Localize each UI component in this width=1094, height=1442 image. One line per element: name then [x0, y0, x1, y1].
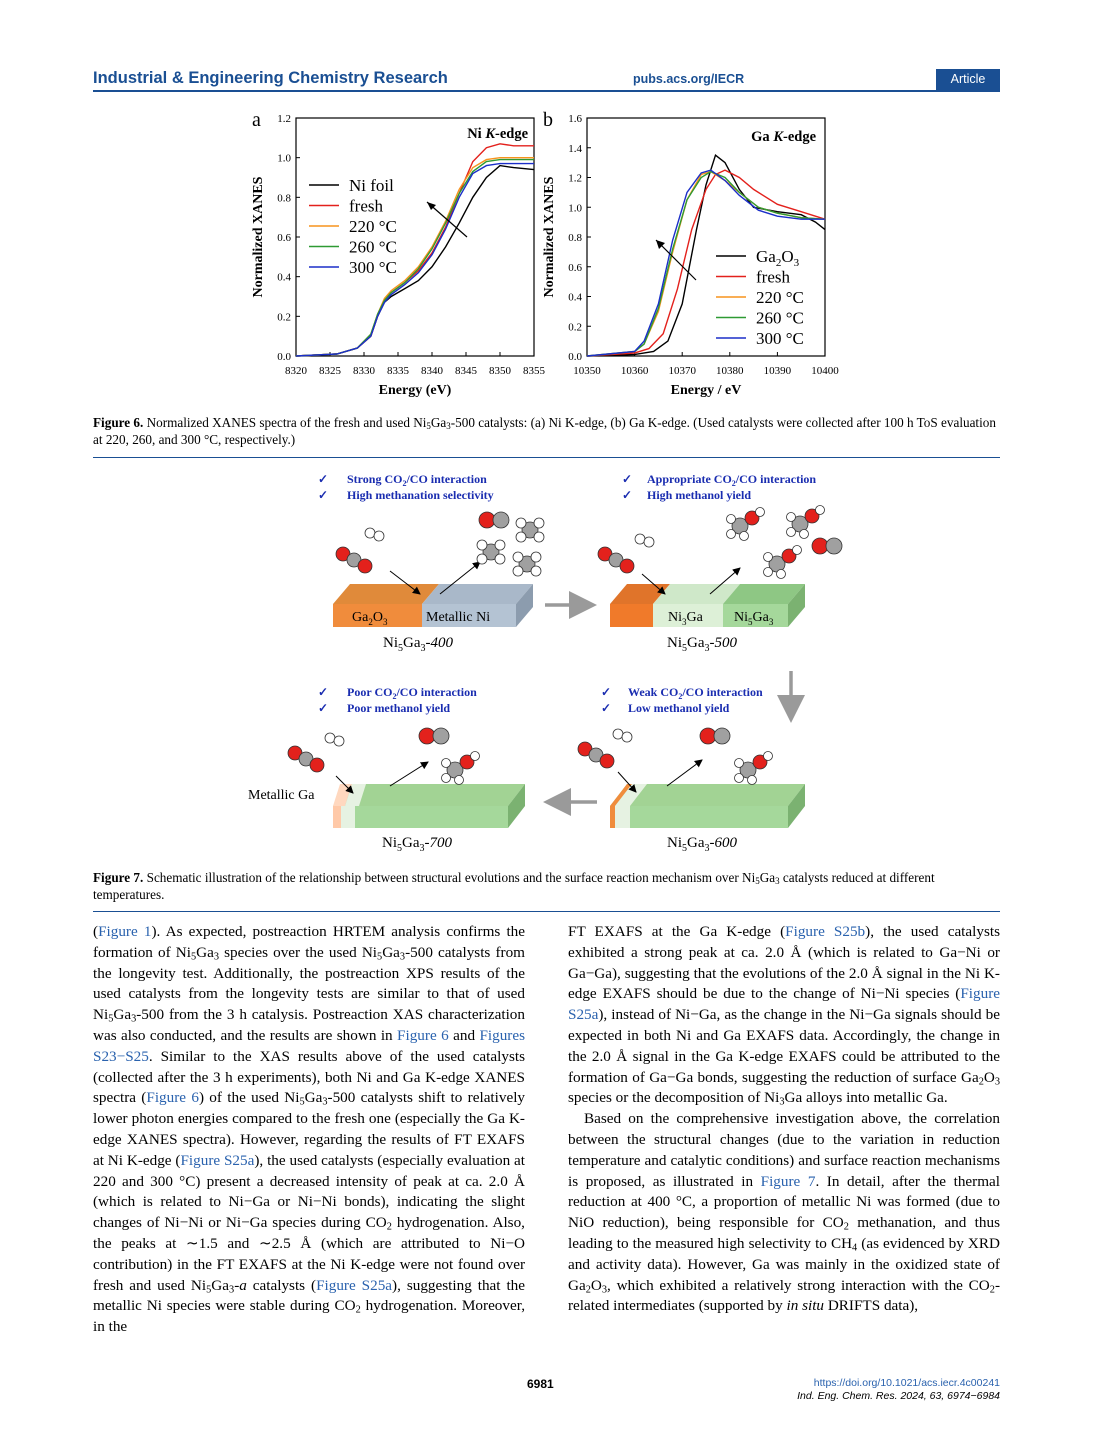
x-tick-label: 8320: [285, 365, 307, 377]
co2-molecule-icon: [578, 742, 614, 768]
co-molecule-icon: [479, 512, 509, 528]
tl-seg2-label: Metallic Ni: [426, 610, 491, 625]
y-tick-label: 0.0: [568, 351, 582, 363]
panel-b-ylabel: Normalized XANES: [542, 176, 557, 298]
checkmark-icon: ✓: [601, 701, 612, 715]
x-tick-label: 10370: [668, 365, 696, 377]
legend-label: fresh: [756, 267, 790, 287]
legend-label: 260 °C: [756, 308, 804, 328]
y-tick-label: 0.8: [277, 192, 291, 205]
figure-7-rule: [93, 911, 1000, 912]
x-tick-label: 8330: [353, 365, 375, 377]
panel-ni5ga3-400: [318, 472, 544, 654]
x-tick-label: 10400: [811, 365, 839, 377]
figure-s25a-link[interactable]: Figure S25a: [180, 1151, 255, 1169]
ga-oxide-segment: [610, 604, 653, 627]
checkmark-icon: ✓: [318, 685, 329, 699]
figure-7-caption: [93, 869, 1000, 903]
y-tick-label: 0.6: [277, 232, 291, 244]
metallic-ga-label: Metallic Ga: [248, 788, 315, 803]
legend-label: 220 °C: [756, 288, 804, 307]
series-line-ni-foil: [296, 166, 534, 356]
figure-6-caption-label: Figure 6.: [93, 415, 144, 430]
desorb-arrow: [667, 760, 702, 786]
tl-seg1-label: $Ga_2O_3$: [352, 610, 388, 627]
x-tick-label: 10350: [573, 365, 601, 377]
methanol-molecule-icon: [727, 508, 765, 541]
series-line-220-c: [296, 158, 534, 356]
methanol-molecule-icon: [442, 752, 480, 785]
ni5ga3-600-slab: [610, 806, 788, 828]
ch4-molecule-icon: [516, 518, 544, 542]
x-tick-label: 8350: [489, 365, 511, 377]
ni5ga3-700-slab: [333, 806, 508, 828]
body-paragraph: FT EXAFS at the Ga K-edge (Figure S25b), the used catalysts exhibited a strong peak at ca. 2.0 Å (which is related to Ga−Ni or Ga−Ga), suggesting that the evolutions of the 2.0 Å signal in the Ni K-edge EXAFS should be due to the change of Ni−Ni species (Figure S25a), instead of Ni−Ga, as the change in the Ni−Ga signals should be expected in both Ni and Ga EXAFS data. Accordingly, the change in the 2.0 Å signal in the Ga K-edge EXAFS could be attributed to the formation of Ga−Ga bonds, suggesting the reduction of surface $Ga_2O_3$ species or the decomposition of $Ni_3Ga$ alloys into metallic Ga.: [568, 923, 1000, 1108]
checkmark-icon: ✓: [318, 701, 329, 715]
figure-7: [240, 466, 850, 860]
legend-label: Ni foil: [349, 176, 394, 195]
checkmark-icon: ✓: [318, 488, 329, 502]
figure-6-caption: [93, 414, 1000, 448]
panel-ni5ga3-600: [578, 685, 805, 854]
br-check-2: Low methanol yield: [628, 701, 730, 715]
co2-molecule-icon: [336, 547, 372, 573]
journal-url-link[interactable]: pubs.acs.org/IECR: [633, 72, 745, 86]
tl-check-1: Strong $CO_2/CO$ interaction: [347, 472, 487, 488]
ga-oxide-thin-layer: [610, 806, 615, 828]
panel-ni5ga3-500: [598, 472, 842, 654]
bl-check-1: Poor $CO_2/CO$ interaction: [347, 685, 477, 701]
tl-name: $Ni_5Ga_3-400$: [383, 635, 453, 654]
co-molecule-icon: [700, 728, 730, 744]
series-line-260-c: [296, 160, 534, 356]
body-paragraph: (Figure 1). As expected, postreaction HRTEM analysis confirms the formation of $Ni_5Ga_3$ species over the used $Ni_5Ga_3-500$ catalysts from the longevity test. Additionally, the postreaction XPS results of the used catalysts from the longevity tests are similar to that of used $Ni_5Ga_3-500$ from the 3 h catalysis. Postreaction XAS characterization was also conducted, and the results are shown in Figure 6 and Figures S23−S25. Similar to the XAS results above of the used catalysts (collected after the 3 h experiments), both Ni and Ga K-edge XANES spectra (Figure 6) of the used $Ni_5Ga_3-500$ catalysts shift to relatively lower photon energies compared to the fresh one (especially the Ga K-edge XANES spectra). However, regarding the results of FT EXAFS at Ni K-edge (Figure S25a), the used catalysts (especially evaluation at 220 and 300 °C) present a decreased intensity of peak at ca. 2.0 Å (which is related to Ni−Ga or Ni−Ni bonds), indicating the slight changes of Ni−Ni or Ni−Ga species during $CO_2$ hydrogenation. Also, the peaks at ∼1.5 and ∼2.5 Å (which are attributed to Ni−O contribution) in the FT EXAFS at the Ni K-edge were not found over fresh and used $Ni_5Ga_3-a$ catalysts (Figure S25a), suggesting that the metallic Ni species were stable during $CO_2$ hydrogenation. Moreover, in the: [93, 923, 526, 1336]
legend-label: 300 °C: [756, 329, 804, 348]
x-tick-label: 8355: [523, 365, 545, 377]
panel-b-title: Ga K-edge: [751, 129, 816, 145]
ga2o3-top: [333, 584, 439, 604]
x-tick-label: 8345: [455, 365, 477, 377]
h2-molecule-icon: [635, 534, 654, 547]
legend-label: $Ga_2O_3$: [756, 247, 800, 269]
panel-b-xlabel: Energy / eV: [670, 383, 742, 398]
br-name: $Ni_5Ga_3-600$: [667, 835, 737, 854]
series-line-300-c: [296, 164, 534, 356]
checkmark-icon: ✓: [318, 472, 329, 486]
panel-b: [542, 109, 839, 398]
x-tick-label: 10360: [620, 365, 649, 377]
tl-check-2: High methanation selectivity: [347, 488, 494, 502]
bl-name: $Ni_5Ga_3-700$: [382, 835, 452, 854]
bl-check-2: Poor methanol yield: [347, 701, 451, 715]
y-tick-label: 0.2: [277, 311, 291, 324]
tr-seg1-label: $Ni_3Ga$: [668, 610, 703, 627]
x-tick-label: 8340: [421, 365, 443, 377]
ch4-molecule-icon: [477, 540, 505, 564]
panel-a-ylabel: Normalized XANES: [251, 176, 266, 298]
legend-label: 260 °C: [349, 237, 397, 257]
br-check-1: Weak $CO_2/CO$ interaction: [628, 685, 763, 701]
metallic-ga-layer: [333, 806, 341, 828]
figure-7-caption-label: Figure 7.: [93, 870, 144, 885]
figure-1-link[interactable]: Figure 1: [98, 923, 152, 940]
methanol-molecule-icon: [787, 506, 825, 539]
doi-link[interactable]: https://doi.org/10.1021/acs.iecr.4c00241: [813, 1377, 1000, 1389]
ni3ga-thin-layer: [341, 806, 355, 828]
panel-a-frame: [296, 118, 534, 356]
h2-molecule-icon: [325, 733, 344, 746]
checkmark-icon: ✓: [622, 488, 633, 502]
figure-6-caption-text: Normalized XANES spectra of the fresh and used $Ni_5Ga_3-500$ catalysts: (a) Ni K-edge, (b) Ga K-edge. (Used catalysts were collected after 100 h ToS evaluation at 220, 260, and 300 °C, respectively.): [93, 415, 996, 447]
figure-6-link[interactable]: Figure 6: [397, 1026, 449, 1044]
panel-b-letter: b: [543, 109, 553, 131]
y-tick-label: 1.0: [568, 202, 582, 215]
y-tick-label: 1.0: [277, 152, 291, 165]
x-tick-label: 10390: [763, 365, 792, 377]
x-tick-label: 8325: [319, 365, 341, 377]
legend-label: 300 °C: [349, 258, 397, 277]
body-paragraph: Based on the comprehensive investigation above, the correlation between the structural changes (due to the variation in reduction temperature and catalytic conditions) and surface reaction mechanisms is proposed, as illustrated in Figure 7. In detail, after the thermal reduction at 400 °C, a proportion of metallic Ni was formed (due to NiO reduction), being responsible for $CO_2$ methanation, and thus leading to the measured high selectivity to $CH_4$ (as evidenced by XRD and activity data). However, Ga was mainly in the oxidized state of $Ga_2O_3$, which exhibited a relatively strong interaction with the $CO_2$-related intermediates (supported by in situ DRIFTS data),: [568, 1110, 1000, 1315]
x-tick-label: 10380: [716, 365, 744, 377]
figure-6-link[interactable]: Figure 6: [146, 1089, 199, 1107]
y-tick-label: 1.2: [277, 113, 291, 125]
checkmark-icon: ✓: [622, 472, 633, 486]
tr-check-1: Appropriate $CO_2/CO$ interaction: [647, 472, 817, 488]
methanol-molecule-icon: [764, 546, 802, 579]
citation: Ind. Eng. Chem. Res. 2024, 63, 6974−6984: [797, 1390, 1000, 1402]
journal-title: Industrial & Engineering Chemistry Research: [93, 69, 448, 87]
x-tick-label: 8335: [387, 365, 409, 377]
figure-s25b-link[interactable]: Figure S25b: [785, 923, 866, 940]
h2-molecule-icon: [365, 528, 384, 541]
y-tick-label: 1.4: [568, 142, 582, 155]
figure-s25a-link[interactable]: Figure S25a: [316, 1276, 393, 1294]
tr-check-2: High methanol yield: [647, 488, 752, 502]
y-tick-label: 0.8: [568, 232, 582, 244]
y-tick-label: 0.4: [277, 271, 291, 284]
body-right-column: [568, 922, 1000, 1317]
page-number: 6981: [527, 1377, 554, 1391]
figure-6: [240, 104, 850, 402]
desorb-arrow: [390, 762, 428, 786]
panel-a-xlabel: Energy (eV): [378, 383, 452, 398]
y-tick-label: 0.6: [568, 261, 582, 274]
ni3ga-600-layer: [615, 806, 630, 828]
y-tick-label: 0.0: [277, 351, 291, 363]
co-molecule-icon: [812, 538, 842, 554]
legend-label: fresh: [349, 196, 383, 216]
tr-name: $Ni_5Ga_3-500$: [667, 635, 737, 654]
y-tick-label: 0.2: [568, 321, 582, 334]
panel-a-letter: a: [252, 109, 261, 131]
header-rule: [93, 90, 1000, 92]
figure-6-rule: [93, 457, 1000, 458]
co2-molecule-icon: [598, 547, 634, 573]
y-tick-label: 1.6: [568, 113, 582, 125]
panel-a: [251, 109, 546, 398]
methanol-molecule-icon: [735, 752, 773, 785]
figure-s25a-link[interactable]: Figure S25a: [568, 985, 1000, 1024]
y-tick-label: 1.2: [568, 172, 582, 185]
checkmark-icon: ✓: [601, 685, 612, 699]
co-molecule-icon: [419, 728, 449, 744]
legend-label: 220 °C: [349, 217, 397, 236]
figure-7-caption-text: Schematic illustration of the relationship between structural evolutions and the surface reaction mechanism over $Ni_5Ga_3$ catalysts reduced at different temperatures.: [93, 870, 935, 902]
article-type-badge: Article: [936, 69, 1000, 90]
figures-s23-s25-link[interactable]: Figures S23−S25: [93, 1026, 525, 1065]
y-tick-label: 0.4: [568, 291, 582, 304]
ni-top: [422, 584, 533, 604]
co2-molecule-icon: [288, 746, 324, 772]
h2-molecule-icon: [613, 729, 632, 742]
figure-7-link[interactable]: Figure 7: [760, 1172, 816, 1190]
ch4-molecule-icon: [513, 552, 541, 576]
panel-ni5ga3-700: [248, 685, 525, 854]
series-line-fresh: [296, 144, 534, 356]
body-left-column: [93, 922, 525, 1338]
tr-seg2-label: $Ni_5Ga_3$: [734, 610, 774, 627]
panel-a-title: Ni K-edge: [467, 126, 528, 142]
